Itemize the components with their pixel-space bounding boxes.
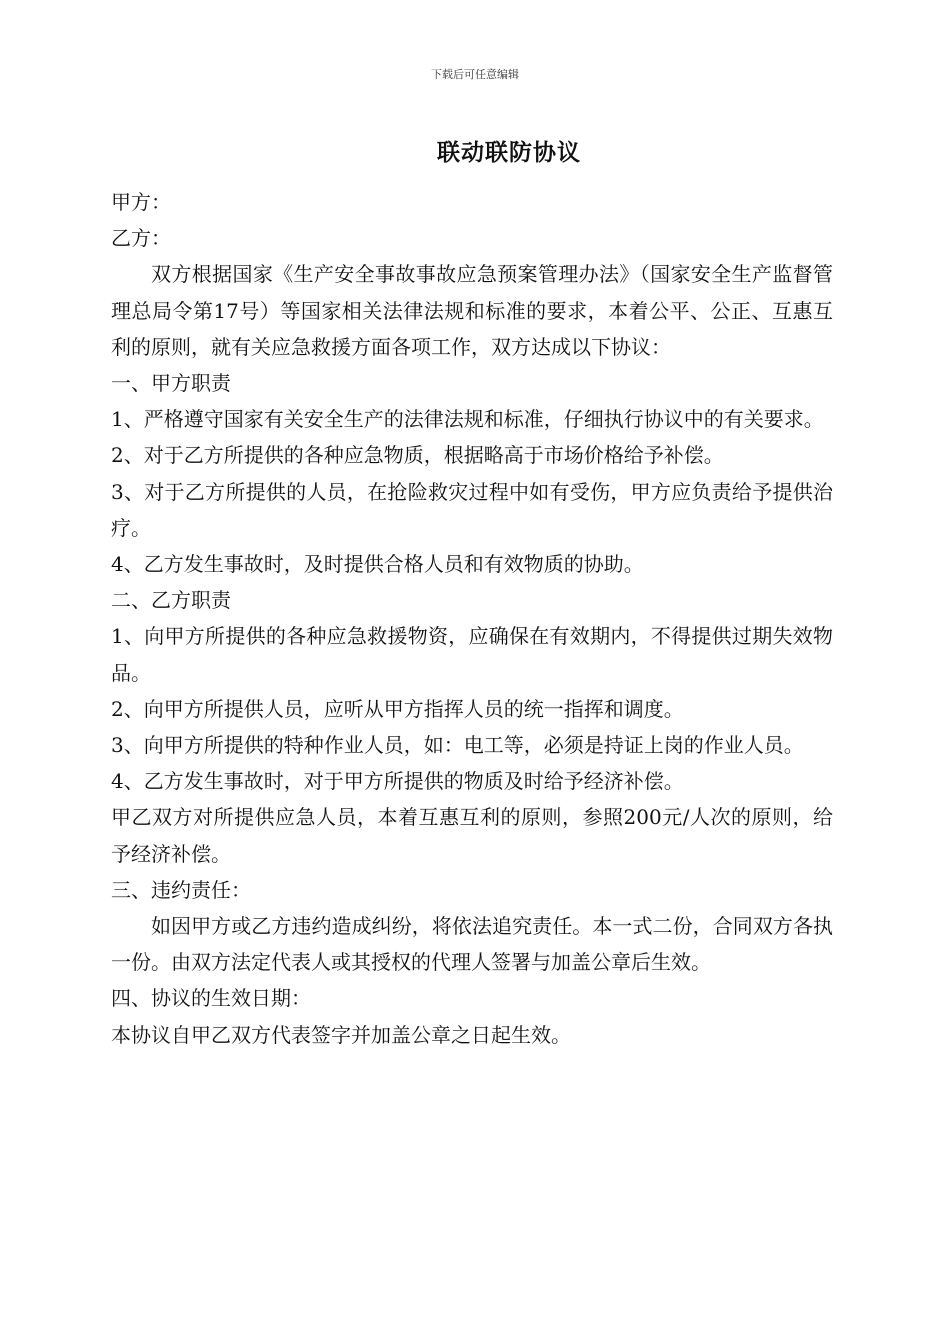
section-2-item-1: 1、向甲方所提供的各种应急救援物资，应确保在有效期内，不得提供过期失效物品。 bbox=[111, 624, 833, 685]
section-2-item-4: 4、乙方发生事故时，对于甲方所提供的物质及时给予经济补偿。 bbox=[111, 769, 684, 794]
header-note: 下载后可任意编辑 bbox=[431, 68, 519, 81]
section-1-heading: 一、甲方职责 bbox=[111, 371, 231, 396]
section-1-item-2: 2、对于乙方所提供的各种应急物质，根据略高于市场价格给予补偿。 bbox=[111, 443, 724, 468]
party-b-label: 乙方： bbox=[111, 226, 171, 251]
section-2-item-2: 2、向甲方所提供人员，应听从甲方指挥人员的统一指挥和调度。 bbox=[111, 696, 684, 721]
section-3-heading: 三、违约责任： bbox=[111, 877, 251, 902]
party-a-label: 甲方： bbox=[111, 190, 171, 214]
section-2-item-3: 3、向甲方所提供的特种作业人员，如：电工等，必须是持证上岗的作业人员。 bbox=[111, 733, 804, 758]
section-2-heading: 二、乙方职责 bbox=[111, 588, 231, 613]
section-1-item-4: 4、乙方发生事故时，及时提供合格人员和有效物质的协助。 bbox=[111, 552, 644, 577]
section-1-item-3: 3、对于乙方所提供的人员，在抢险救灾过程中如有受伤，甲方应负责给予提供治疗。 bbox=[111, 479, 833, 540]
section-3-paragraph: 如因甲方或乙方违约造成纠纷，将依法追究责任。本一式二份，合同双方各执一份。由双方法定代表人或其授权的代理人签署与加盖公章后生效。 bbox=[111, 914, 833, 975]
document-body bbox=[111, 184, 833, 1053]
section-1-item-1: 1、严格遵守国家有关安全生产的法律法规和标准，仔细执行协议中的有关要求。 bbox=[111, 407, 824, 432]
section-4-heading: 四、协议的生效日期： bbox=[111, 986, 311, 1011]
compensation-paragraph: 甲乙双方对所提供应急人员，本着互惠互利的原则，参照200元/人次的原则，给予经济补偿。 bbox=[111, 805, 833, 866]
section-4-paragraph: 本协议自甲乙双方代表签字并加盖公章之日起生效。 bbox=[111, 1022, 571, 1047]
intro-paragraph: 双方根据国家《生产安全事故事故应急预案管理办法》（国家安全生产监督管理总局令第17号）等国家相关法律法规和标准的要求，本着公平、公正、互惠互利的原则，就有关应急救援方面各项工作，双方达成以下协议： bbox=[111, 262, 833, 359]
document-title: 联动联防协议 bbox=[437, 139, 581, 166]
